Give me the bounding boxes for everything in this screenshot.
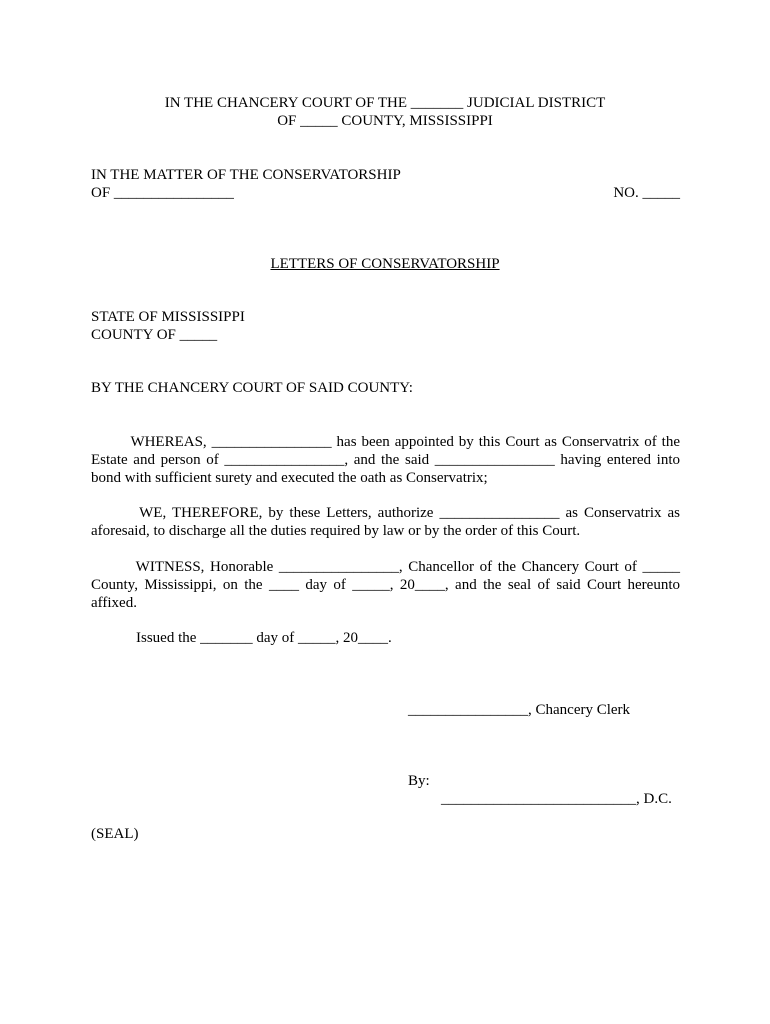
venue-state: STATE OF MISSISSIPPI (91, 309, 245, 325)
deputy-clerk-signature: __________________________, D.C. (441, 791, 672, 807)
matter-caption-line-2: OF ________________ (91, 185, 234, 201)
whereas-line-1: WHEREAS, ________________ has been appointed by this Court as Conservatrix of the (91, 434, 680, 450)
by-court-heading: BY THE CHANCERY COURT OF SAID COUNTY: (91, 380, 413, 396)
chancery-clerk-signature: ________________, Chancery Clerk (408, 702, 631, 718)
court-header-line-2: OF _____ COUNTY, MISSISSIPPI (277, 113, 493, 129)
case-number: NO. _____ (613, 185, 680, 201)
therefore-line-1: WE, THEREFORE, by these Letters, authorize ________________ as Conservatrix as (91, 505, 680, 521)
witness-line-2: County, Mississippi, on the ____ day of _____, 20____, and the seal of said Court hereunto (91, 577, 680, 593)
therefore-paragraph (91, 504, 680, 540)
witness-line-1: WITNESS, Honorable ________________, Chancellor of the Chancery Court of _____ (91, 559, 680, 575)
seal-label: (SEAL) (91, 826, 139, 842)
whereas-paragraph (91, 433, 680, 487)
document-title: LETTERS OF CONSERVATORSHIP (270, 256, 500, 272)
matter-caption-line-1: IN THE MATTER OF THE CONSERVATORSHIP (91, 167, 401, 183)
whereas-line-3: bond with sufficient surety and executed the oath as Conservatrix; (91, 470, 488, 486)
witness-line-3: affixed. (91, 595, 137, 611)
court-header-line-1: IN THE CHANCERY COURT OF THE _______ JUDICIAL DISTRICT (164, 95, 606, 111)
witness-paragraph (91, 558, 680, 612)
therefore-line-2: aforesaid, to discharge all the duties required by law or by the order of this Court. (91, 523, 581, 539)
by-label: By: (408, 773, 430, 789)
whereas-line-2: Estate and person of ________________, and the said ________________ having entered into (91, 452, 680, 468)
issued-date-line: Issued the _______ day of _____, 20____. (136, 630, 392, 646)
venue-county: COUNTY OF _____ (91, 327, 218, 343)
